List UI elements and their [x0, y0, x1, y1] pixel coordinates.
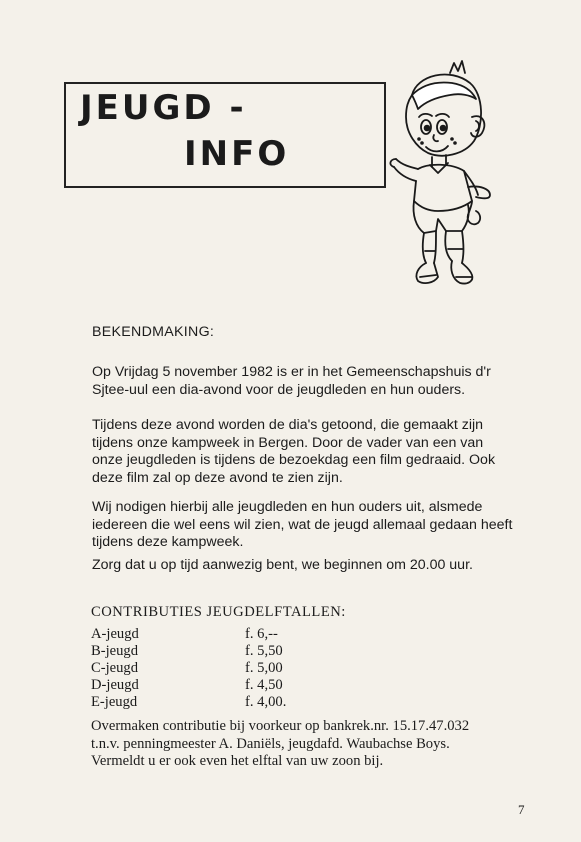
- text-line: Vermeldt u er ook even het elftal van uw zoon bij.: [91, 753, 384, 769]
- text-line: tijdens deze kampweek.: [92, 534, 244, 550]
- text-line: t.n.v. penningmeester A. Daniëls, jeugdafd. Waubachse Boys.: [91, 735, 450, 752]
- announcement-paragraph-3: [92, 499, 512, 552]
- contributions-heading: CONTRIBUTIES JEUGDELFTALLEN:: [91, 604, 346, 620]
- fee-team: C-jeugd: [91, 660, 139, 676]
- text-line: Op Vrijdag 5 november 1982 is er in het Gemeenschapshuis d'r: [92, 364, 491, 380]
- text-line: deze film zal op deze avond te zien zijn.: [92, 469, 343, 486]
- title-line-2: INFO: [184, 134, 290, 174]
- text-line: onze jeugdleden is tijdens de bezoekdag een film gedraaid. Ook: [92, 452, 496, 468]
- announcement-heading: BEKENDMAKING:: [92, 324, 215, 340]
- fee-amount: f. 4,50: [245, 677, 283, 693]
- text-line: Zorg dat u op tijd aanwezig bent, we beginnen om 20.00 uur.: [92, 557, 473, 573]
- fee-amount: f. 5,00: [245, 660, 283, 676]
- mascot-illustration: [372, 55, 492, 300]
- text-line: tijdens onze kampweek in Bergen. Door de vader van een van: [92, 434, 484, 451]
- fee-amount: f. 5,50: [245, 643, 283, 659]
- fee-team: A-jeugd: [91, 626, 139, 642]
- text-line: Sjtee-uul een dia-avond voor de jeugdleden en hun ouders.: [92, 381, 466, 398]
- text-line: Overmaken contributie bij voorkeur op bankrek.nr. 15.17.47.032: [91, 718, 470, 734]
- fee-amount: f. 6,--: [245, 626, 278, 642]
- text-line: Tijdens deze avond worden de dia's getoond, die gemaakt zijn: [92, 417, 484, 433]
- fee-amount: f. 4,00.: [245, 694, 287, 710]
- announcement-paragraph-4: [92, 557, 473, 575]
- fee-team: B-jeugd: [91, 643, 139, 659]
- fee-team: E-jeugd: [91, 694, 138, 710]
- text-line: Wij nodigen hierbij alle jeugdleden en hun ouders uit, alsmede: [92, 499, 483, 515]
- transfer-note: [91, 718, 469, 771]
- announcement-paragraph-1: [92, 364, 491, 399]
- page-number: 7: [518, 802, 525, 817]
- announcement-paragraph-2: [92, 417, 495, 487]
- text-line: iedereen die wel eens wil zien, wat de jeugd allemaal gedaan heeft: [92, 516, 513, 533]
- title-line-1: JEUGD -: [80, 88, 247, 128]
- fee-team: D-jeugd: [91, 677, 139, 693]
